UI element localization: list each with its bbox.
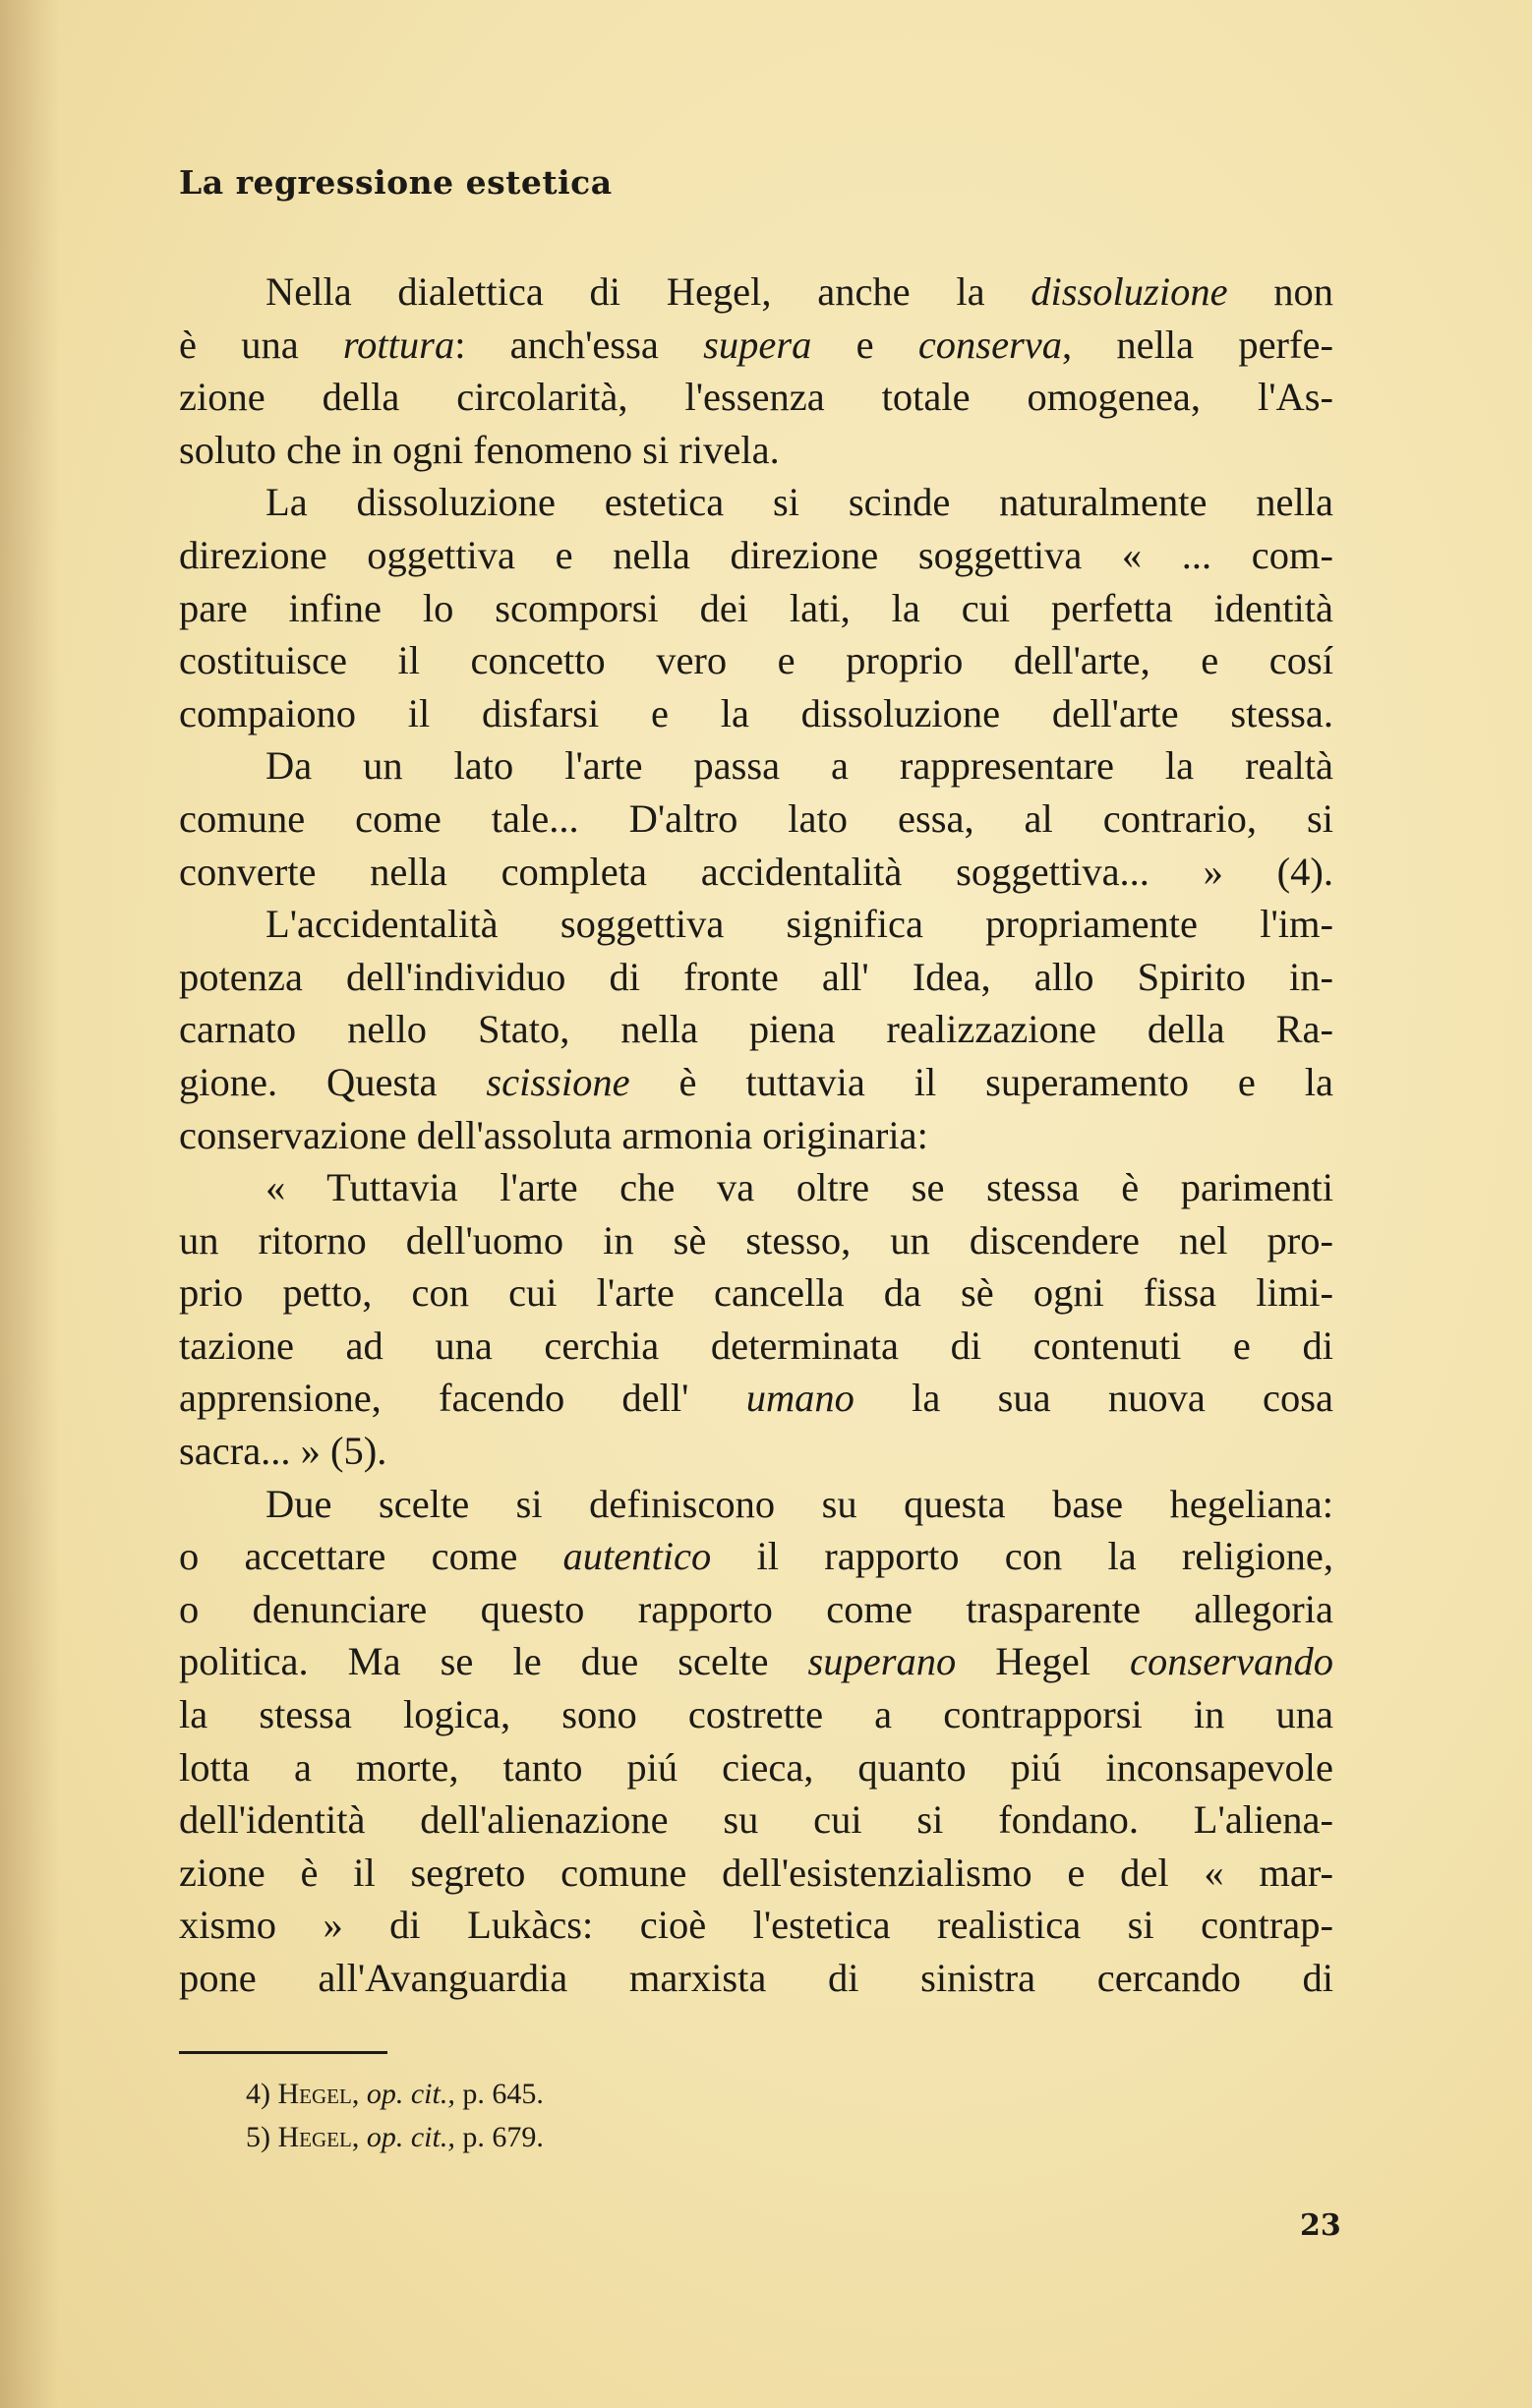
text-segment: la stessa logica, sono costrette a contrapporsi in una bbox=[179, 1692, 1333, 1737]
text-line bbox=[179, 1478, 1333, 1531]
text-segment: comune come tale... D'altro lato essa, al contrario, si bbox=[179, 795, 1333, 841]
text-segment: conservazione dell'assoluta armonia originaria: bbox=[179, 1112, 928, 1157]
text-line bbox=[179, 1003, 1333, 1056]
text-segment: lotta a morte, tanto piú cieca, quanto piú inconsapevole bbox=[179, 1744, 1333, 1790]
text-line bbox=[179, 1952, 1333, 2005]
text-segment: zione della circolarità, l'essenza totale omogenea, l'As- bbox=[179, 375, 1333, 420]
text-segment: L'accidentalità soggettiva significa propriamente l'im- bbox=[265, 902, 1333, 947]
text-segment: , nella perfe- bbox=[1062, 322, 1333, 367]
text-segment: politica. Ma se le due scelte bbox=[179, 1639, 808, 1684]
text-line bbox=[179, 1425, 1333, 1478]
text-line bbox=[179, 951, 1333, 1004]
text-segment: non bbox=[1227, 269, 1333, 314]
text-line bbox=[179, 898, 1333, 951]
text-segment: un ritorno dell'uomo in sè stesso, un discendere nel pro- bbox=[179, 1217, 1333, 1263]
text-line bbox=[179, 424, 1333, 477]
text-segment: converte nella completa accidentalità soggettiva... » (4). bbox=[179, 849, 1333, 894]
text-segment: e bbox=[811, 322, 918, 367]
text-segment: Da un lato l'arte passa a rappresentare la realtà bbox=[265, 743, 1333, 789]
text-segment: potenza dell'individuo di fronte all' Idea, allo Spirito in- bbox=[179, 954, 1333, 999]
text-line bbox=[179, 1320, 1333, 1373]
text-segment: costituisce il concetto vero e proprio dell'arte, e cosí bbox=[179, 638, 1333, 683]
footnote bbox=[246, 2073, 544, 2116]
text-segment: direzione oggettiva e nella direzione soggettiva « ... com- bbox=[179, 532, 1333, 577]
footnote bbox=[246, 2116, 544, 2159]
italic-text: conserva bbox=[917, 322, 1063, 367]
footnote-rule bbox=[179, 2051, 387, 2054]
text-segment: pone all'Avanguardia marxista di sinistra cercando di bbox=[179, 1956, 1333, 2000]
footnotes bbox=[246, 2073, 544, 2159]
italic-text: conservando bbox=[1130, 1639, 1333, 1684]
italic-text: umano bbox=[745, 1376, 854, 1421]
footnote-author: Hegel, bbox=[277, 2078, 360, 2110]
text-line bbox=[179, 739, 1333, 793]
text-segment: Nella dialettica di Hegel, anche la bbox=[265, 269, 1031, 314]
text-line bbox=[179, 265, 1333, 319]
text-segment: « Tuttavia l'arte che va oltre se stessa è parimenti bbox=[265, 1165, 1333, 1210]
text-segment: zione è il segreto comune dell'esistenzialismo e del « mar- bbox=[179, 1850, 1333, 1895]
text-line bbox=[179, 1899, 1333, 1952]
footnote-number: 4) bbox=[246, 2078, 270, 2110]
text-line bbox=[179, 1741, 1333, 1794]
text-segment: è una bbox=[179, 322, 343, 367]
text-line bbox=[179, 1372, 1333, 1425]
text-segment: carnato nello Stato, nella piena realizzazione della Ra- bbox=[179, 1007, 1333, 1052]
running-head: La regressione estetica bbox=[179, 163, 613, 202]
text-segment: La dissoluzione estetica si scinde naturalmente nella bbox=[265, 480, 1333, 525]
footnote-work: op. cit., bbox=[366, 2078, 455, 2110]
text-segment: sacra... » (5). bbox=[179, 1429, 387, 1474]
italic-text: supera bbox=[703, 322, 812, 367]
text-segment: la sua nuova cosa bbox=[854, 1376, 1334, 1421]
text-line bbox=[179, 1109, 1333, 1162]
text-segment: è tuttavia il superamento e la bbox=[629, 1059, 1333, 1104]
text-segment: xismo » di Lukàcs: cioè l'estetica realistica si contrap- bbox=[179, 1903, 1333, 1948]
text-line bbox=[179, 634, 1333, 687]
text-line bbox=[179, 1793, 1333, 1847]
text-line bbox=[179, 1530, 1333, 1583]
text-segment: pare infine lo scomporsi dei lati, la cui perfetta identità bbox=[179, 585, 1333, 630]
italic-text: superano bbox=[807, 1639, 957, 1684]
text-segment: apprensione, facendo dell' bbox=[179, 1376, 746, 1421]
italic-text: rottura bbox=[342, 322, 455, 367]
footnote-work: op. cit., bbox=[366, 2121, 455, 2153]
text-line bbox=[179, 476, 1333, 529]
text-segment: Due scelte si definiscono su questa base hegeliana: bbox=[265, 1481, 1333, 1526]
text-segment: : anch'essa bbox=[454, 322, 704, 367]
text-line bbox=[179, 687, 1333, 740]
footnote-author: Hegel, bbox=[277, 2121, 360, 2153]
text-line bbox=[179, 793, 1333, 846]
body-text bbox=[179, 265, 1333, 2005]
text-line bbox=[179, 846, 1333, 899]
text-line bbox=[179, 1688, 1333, 1741]
text-line bbox=[179, 319, 1333, 372]
text-line bbox=[179, 371, 1333, 424]
text-segment: o accettare come bbox=[179, 1534, 563, 1579]
page-edge-shadow bbox=[0, 0, 59, 2408]
text-segment: o denunciare questo rapporto come trasparente allegoria bbox=[179, 1586, 1333, 1631]
footnote-page: p. 645. bbox=[462, 2078, 544, 2110]
text-line bbox=[179, 1635, 1333, 1688]
page-number: 23 bbox=[1300, 2208, 1341, 2243]
italic-text: autentico bbox=[562, 1534, 712, 1579]
text-line bbox=[179, 529, 1333, 582]
text-segment: compaiono il disfarsi e la dissoluzione dell'arte stessa. bbox=[179, 690, 1333, 735]
text-line bbox=[179, 1266, 1333, 1320]
italic-text: scissione bbox=[486, 1059, 630, 1104]
text-line bbox=[179, 1056, 1333, 1109]
text-line bbox=[179, 1214, 1333, 1267]
text-line bbox=[179, 1583, 1333, 1636]
text-line bbox=[179, 1847, 1333, 1900]
text-segment: tazione ad una cerchia determinata di contenuti e di bbox=[179, 1322, 1333, 1368]
footnote-number: 5) bbox=[246, 2121, 270, 2153]
text-line bbox=[179, 582, 1333, 635]
text-segment: gione. Questa bbox=[179, 1059, 487, 1104]
text-segment: il rapporto con la religione, bbox=[711, 1534, 1333, 1579]
text-segment: soluto che in ogni fenomeno si rivela. bbox=[179, 427, 780, 472]
footnote-page: p. 679. bbox=[462, 2121, 544, 2153]
italic-text: dissoluzione bbox=[1031, 269, 1228, 314]
text-segment: dell'identità dell'alienazione su cui si fondano. L'aliena- bbox=[179, 1797, 1333, 1843]
text-segment: Hegel bbox=[956, 1639, 1131, 1684]
text-line bbox=[179, 1161, 1333, 1214]
text-segment: prio petto, con cui l'arte cancella da sè ogni fissa limi- bbox=[179, 1270, 1333, 1316]
